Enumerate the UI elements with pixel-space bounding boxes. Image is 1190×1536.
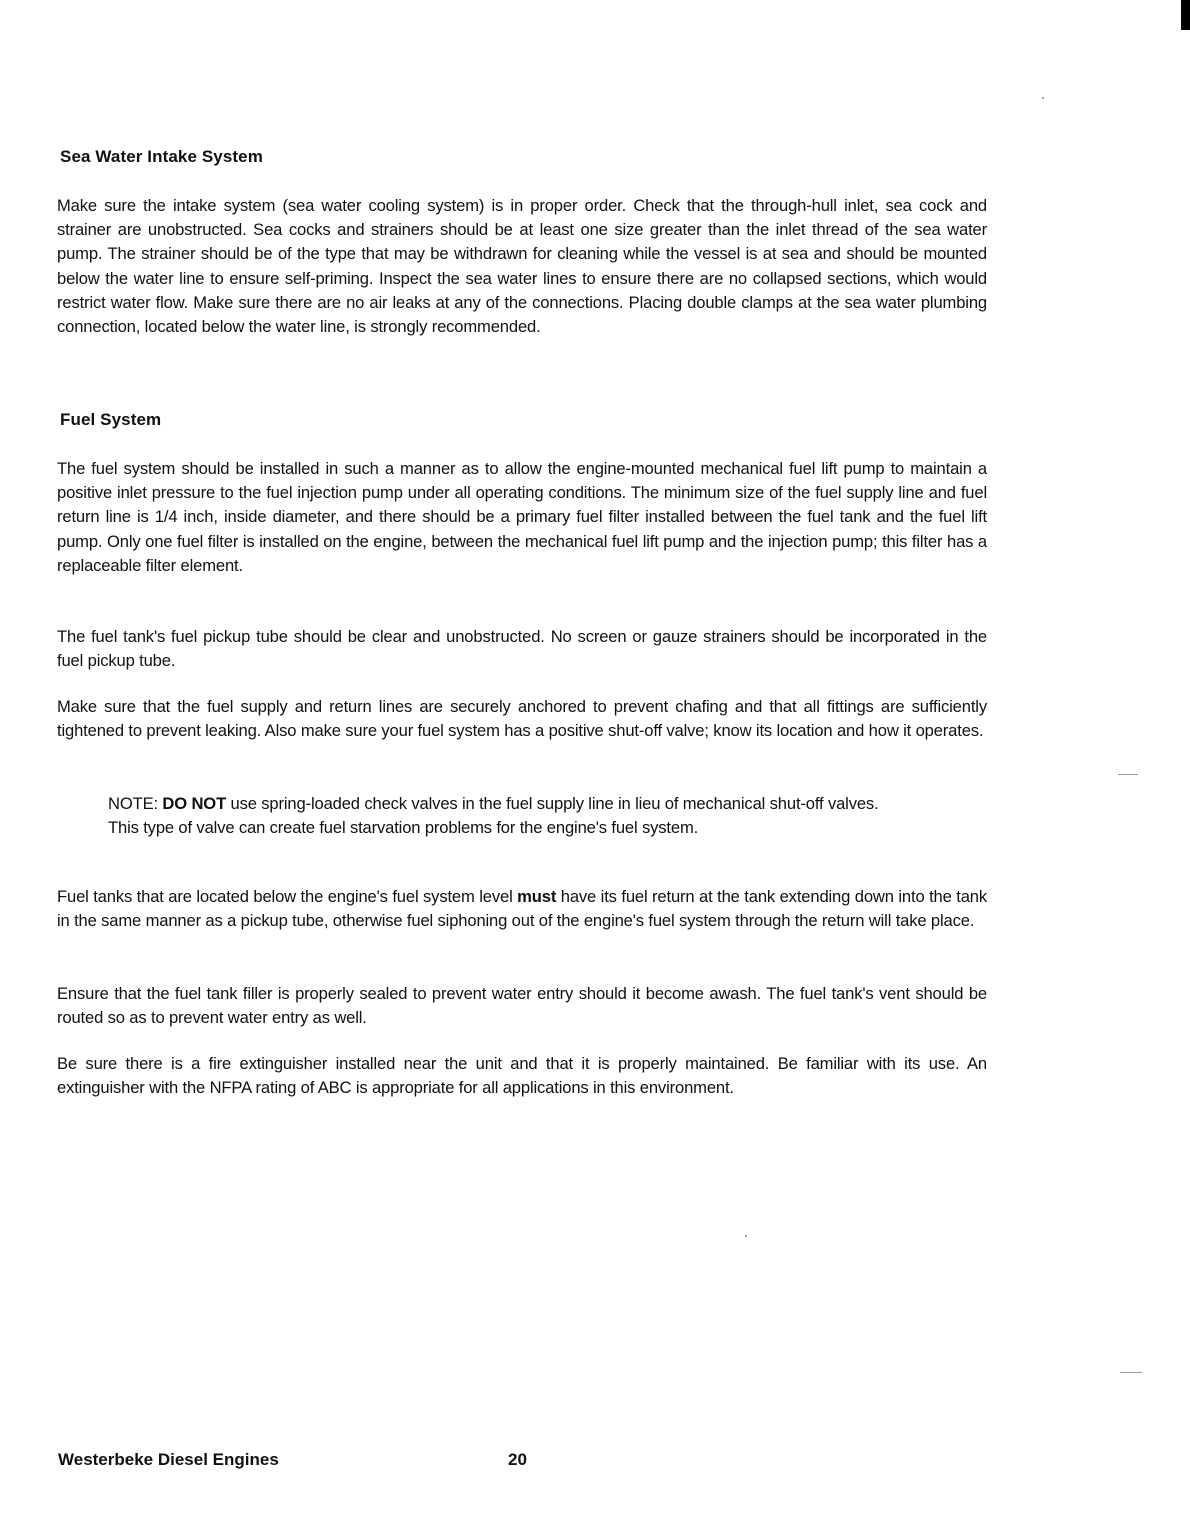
paragraph-fuel-filler: Ensure that the fuel tank filler is properly sealed to prevent water entry should it become awash. The fuel tank's vent should be routed so as to prevent water entry as well. — [57, 984, 987, 1028]
note-emphasis: DO NOT — [162, 794, 227, 813]
footer-brand: Westerbeke Diesel Engines — [58, 1450, 279, 1469]
scan-artifact — [1118, 774, 1138, 775]
note-check-valves — [108, 792, 908, 840]
heading-fuel-system: Fuel System — [60, 410, 162, 429]
paragraph-fuel-system-1: The fuel system should be installed in such a manner as to allow the engine-mounted mechanical fuel lift pump to maintain a positive inlet pressure to the fuel injection pump under all operating conditions. The minimum size of the fuel supply line and fuel return line is 1/4 inch, inside diameter, and there should be a primary fuel filter installed between the fuel tank and the fuel lift pump. Only one fuel filter is installed on the engine, between the mechanical fuel lift pump and the injection pump; this filter has a replaceable filter element. — [57, 459, 987, 575]
paragraph-fuel-lines: Make sure that the fuel supply and return lines are securely anchored to prevent chafing and that all fittings are sufficiently tightened to prevent leaking. Also make sure your fuel system has a positive shut-off valve; know its location and how it operates. — [57, 697, 987, 741]
scan-artifact — [1120, 1372, 1142, 1373]
para4-part-a: Fuel tanks that are located below the engine's fuel system level — [57, 887, 518, 906]
paragraph-sea-water-intake: Make sure the intake system (sea water cooling system) is in proper order. Check that the through-hull inlet, sea cock and strainer are unobstructed. Sea cocks and strainers should be at least one size greater than the inlet thread of the sea water pump. The strainer should be of the type that may be withdrawn for cleaning while the vessel is at sea and should be mounted below the water line to ensure self-priming. Inspect the sea water lines to ensure there are no collapsed sections, which would restrict water flow. Make sure there are no air leaks at any of the connections. Placing double clamps at the sea water plumbing connection, located below the water line, is strongly recommended. — [57, 196, 987, 337]
heading-sea-water-intake: Sea Water Intake System — [60, 147, 263, 166]
scan-corner-mark — [1181, 0, 1190, 30]
paragraph-fire-extinguisher: Be sure there is a fire extinguisher installed near the unit and that it is properly maintained. Be familiar with its use. An extinguisher with the NFPA rating of ABC is appropriate for all applications in this environment. — [57, 1054, 987, 1098]
footer-page-number: 20 — [508, 1450, 527, 1469]
scan-speck — [1042, 97, 1044, 99]
scan-speck — [745, 1235, 747, 1237]
note-text: use spring-loaded check valves in the fuel supply line in lieu of mechanical shut-off valves. This type of valve can create fuel starvation problems for the engine's fuel system. — [108, 794, 879, 838]
para4-must: must — [517, 887, 557, 906]
paragraph-fuel-pickup: The fuel tank's fuel pickup tube should be clear and unobstructed. No screen or gauze strainers should be incorporated in the fuel pickup tube. — [57, 627, 987, 671]
para4-part-b: have its fuel return at the tank extending down into the tank in the same manner as a pickup tube, otherwise fuel siphoning out of the engine's fuel system through the return will take place. — [57, 887, 988, 931]
note-prefix: NOTE: — [108, 794, 163, 813]
paragraph-fuel-tank-below — [57, 885, 987, 933]
